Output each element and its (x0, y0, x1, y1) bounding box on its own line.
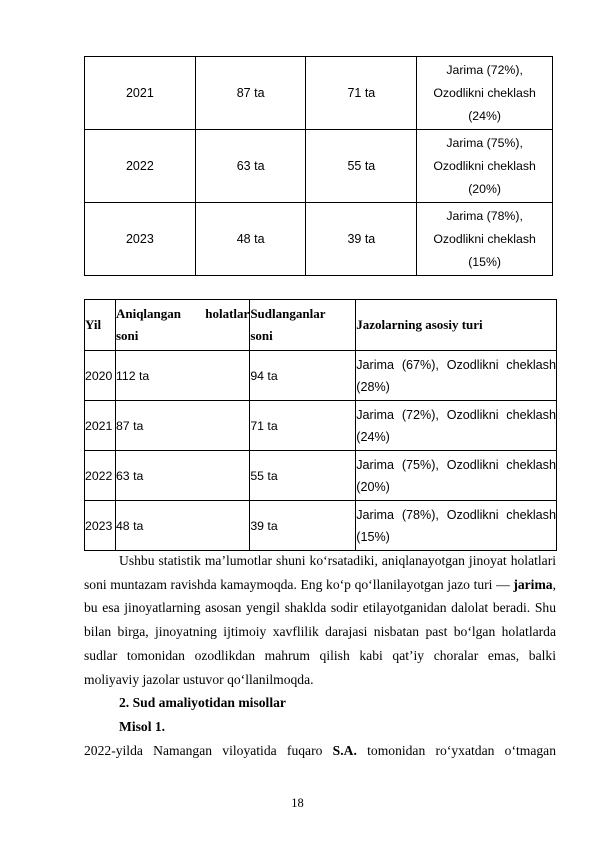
year-cell: 2022 (85, 130, 196, 203)
convicted-cell: 94 ta (250, 351, 356, 401)
paragraph-text: 2022-yilda Namangan viloyatida fuqaro (84, 742, 333, 758)
body-text (84, 549, 556, 762)
paragraph-text: Ushbu statistik ma’lumotlar shuni ko‘rsatadiki, aniqlanayotgan jinoyat holatlari soni muntazam ravishda kamaymoqda. Eng ko‘p qo‘llanilayotgan jazo turi — (84, 553, 556, 592)
table-row (85, 351, 557, 401)
convicted-cell: 55 ta (250, 451, 356, 501)
found-cell: 87 ta (195, 57, 306, 130)
found-cell: 48 ta (195, 203, 306, 276)
penalty-line: (24%) (468, 108, 501, 123)
table-header-row (85, 300, 557, 351)
paragraph (84, 549, 556, 691)
penalty-line: Ozodlikni cheklash (433, 85, 536, 100)
found-cell: 48 ta (115, 501, 249, 551)
year-cell: 2023 (85, 501, 116, 551)
penalty-cell: Jarima (67%), Ozodlikni cheklash (28%) (356, 351, 557, 401)
penalty-line: Jarima (78%), (446, 208, 523, 223)
header-found: Aniqlangan holatlar soni (115, 300, 249, 351)
penalty-line: Jarima (72%), (446, 62, 523, 77)
year-cell: 2020 (85, 351, 116, 401)
found-cell: 63 ta (195, 130, 306, 203)
table-row (85, 401, 557, 451)
bold-term: jarima (513, 576, 553, 592)
convicted-cell: 39 ta (250, 501, 356, 551)
header-penalty: Jazolarning asosiy turi (356, 300, 557, 351)
penalty-line: (20%) (468, 181, 501, 196)
year-cell: 2021 (85, 401, 116, 451)
section-heading: 2. Sud amaliyotidan misollar (119, 695, 286, 711)
table-row (85, 130, 553, 203)
penalty-cell: Jarima (75%), Ozodlikni cheklash (20%) (356, 451, 557, 501)
penalty-line: Ozodlikni cheklash (433, 158, 536, 173)
penalty-cell: Jarima (72%), Ozodlikni cheklash (24%) (356, 401, 557, 451)
year-cell: 2023 (85, 203, 196, 276)
example-heading: Misol 1. (119, 718, 166, 734)
table-row (85, 57, 553, 130)
paragraph-text: , bu esa jinoyatlarning asosan yengil shaklda sodir etilayotganidan dalolat beradi. Shu bilan birga, jinoyatning ijtimoiy xavflilik darajasi nisbatan past bo‘lgan holatlarda sudlar tomonidan ozodlikdan mahrum qilish kabi qat’iy choralar emas, balki moliyaviy jazolar ustuvor qo‘llanilmoqda. (84, 576, 556, 687)
convicted-cell: 39 ta (306, 203, 417, 276)
header-year: Yil (85, 300, 116, 351)
found-cell: 63 ta (115, 451, 249, 501)
penalty-cell (417, 130, 553, 203)
statistics-table-1 (84, 56, 553, 276)
penalty-line: Ozodlikni cheklash (433, 231, 536, 246)
year-cell: 2021 (85, 57, 196, 130)
table-row (85, 203, 553, 276)
header-convicted: Sudlanganlar soni (250, 300, 356, 351)
table-row (85, 451, 557, 501)
convicted-cell: 71 ta (306, 57, 417, 130)
penalty-cell (417, 57, 553, 130)
paragraph (84, 739, 556, 763)
statistics-table-2 (84, 299, 557, 551)
found-cell: 112 ta (115, 351, 249, 401)
bold-term: S.A. (332, 742, 357, 758)
convicted-cell: 55 ta (306, 130, 417, 203)
convicted-cell: 71 ta (250, 401, 356, 451)
table-row (85, 501, 557, 551)
penalty-cell: Jarima (78%), Ozodlikni cheklash (15%) (356, 501, 557, 551)
paragraph-text: tomonidan ro‘yxatdan o‘tmagan (356, 742, 557, 758)
found-cell: 87 ta (115, 401, 249, 451)
penalty-line: Jarima (75%), (446, 135, 523, 150)
page-number: 18 (291, 796, 304, 810)
year-cell: 2022 (85, 451, 116, 501)
penalty-line: (15%) (468, 254, 501, 269)
penalty-cell (417, 203, 553, 276)
